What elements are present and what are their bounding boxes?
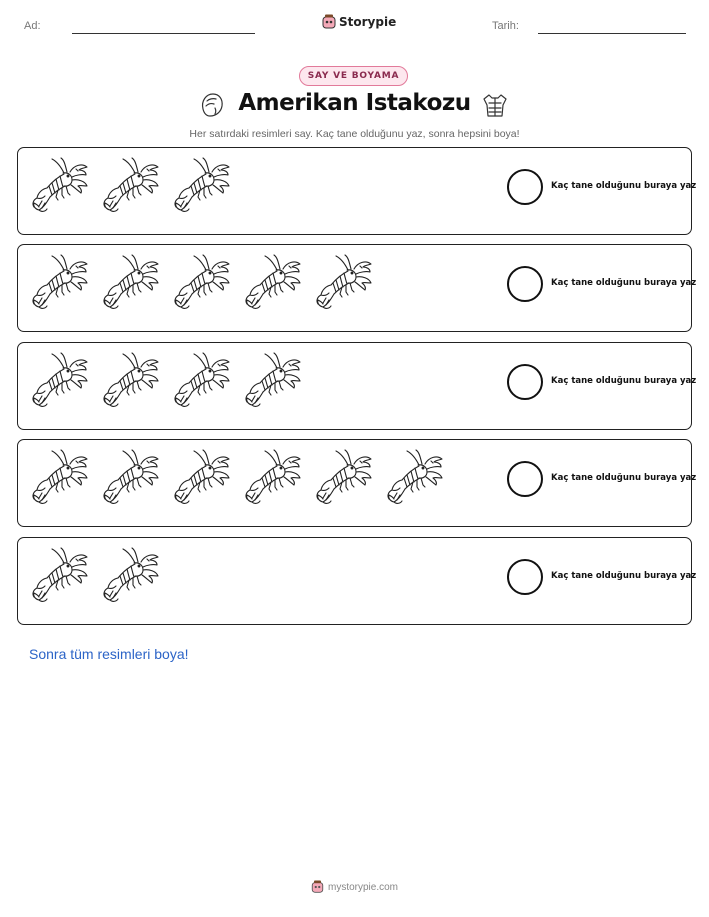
- date-label: Tarih:: [492, 20, 519, 32]
- answer-prompt: Kaç tane olduğunu buraya yaz: [551, 376, 697, 386]
- storypie-logo-icon: [322, 14, 336, 30]
- lobster-icon: [172, 157, 230, 215]
- lobster-icon: [30, 547, 88, 605]
- storypie-logo-icon: [311, 880, 324, 894]
- lobster-icon: [172, 352, 230, 410]
- count-row-4: [17, 439, 697, 527]
- lobster-icon: [101, 547, 159, 605]
- answer-circle[interactable]: [507, 559, 543, 595]
- instructions: Her satırdaki resimleri say. Kaç tane olduğunu yaz, sonra hepsini boya!: [189, 128, 520, 140]
- lobster-icon: [101, 449, 159, 507]
- answer-circle[interactable]: [507, 169, 543, 205]
- name-label: Ad:: [24, 20, 41, 32]
- count-row-1: [17, 147, 697, 235]
- answer-circle[interactable]: [507, 364, 543, 400]
- lobster-icon: [101, 157, 159, 215]
- lobster-icon: [101, 254, 159, 312]
- lobster-icon: [30, 352, 88, 410]
- count-row-2: [17, 244, 697, 332]
- answer-circle[interactable]: [507, 266, 543, 302]
- page-title: Amerikan Istakozu: [238, 90, 471, 116]
- answer-circle[interactable]: [507, 461, 543, 497]
- brand-name: Storypie: [339, 15, 397, 29]
- footer-url[interactable]: mystorypie.com: [327, 881, 398, 893]
- color-instruction: Sonra tüm resimleri boya!: [29, 646, 189, 662]
- activity-badge: SAY VE BOYAMA: [299, 66, 408, 86]
- lobster-icon: [314, 254, 372, 312]
- count-row-5: [17, 537, 697, 625]
- lobster-icon: [30, 449, 88, 507]
- answer-prompt: Kaç tane olduğunu buraya yaz: [551, 571, 697, 581]
- lobster-icon: [172, 449, 230, 507]
- lobster-icon: [314, 449, 372, 507]
- lobster-icon: [243, 449, 301, 507]
- armor-icon: [482, 91, 508, 119]
- name-line[interactable]: [72, 33, 255, 34]
- lobster-icon: [101, 352, 159, 410]
- brand: [322, 14, 396, 30]
- lobster-icon: [243, 254, 301, 312]
- page-footer: [0, 880, 709, 894]
- answer-prompt: Kaç tane olduğunu buraya yaz: [551, 473, 697, 483]
- lobster-icon: [243, 352, 301, 410]
- count-row-3: [17, 342, 697, 430]
- lobster-icon: [30, 254, 88, 312]
- answer-prompt: Kaç tane olduğunu buraya yaz: [551, 181, 697, 191]
- answer-prompt: Kaç tane olduğunu buraya yaz: [551, 278, 697, 288]
- lobster-icon: [30, 157, 88, 215]
- helmet-icon: [199, 91, 225, 119]
- date-line[interactable]: [538, 33, 686, 34]
- lobster-icon: [385, 449, 443, 507]
- lobster-icon: [172, 254, 230, 312]
